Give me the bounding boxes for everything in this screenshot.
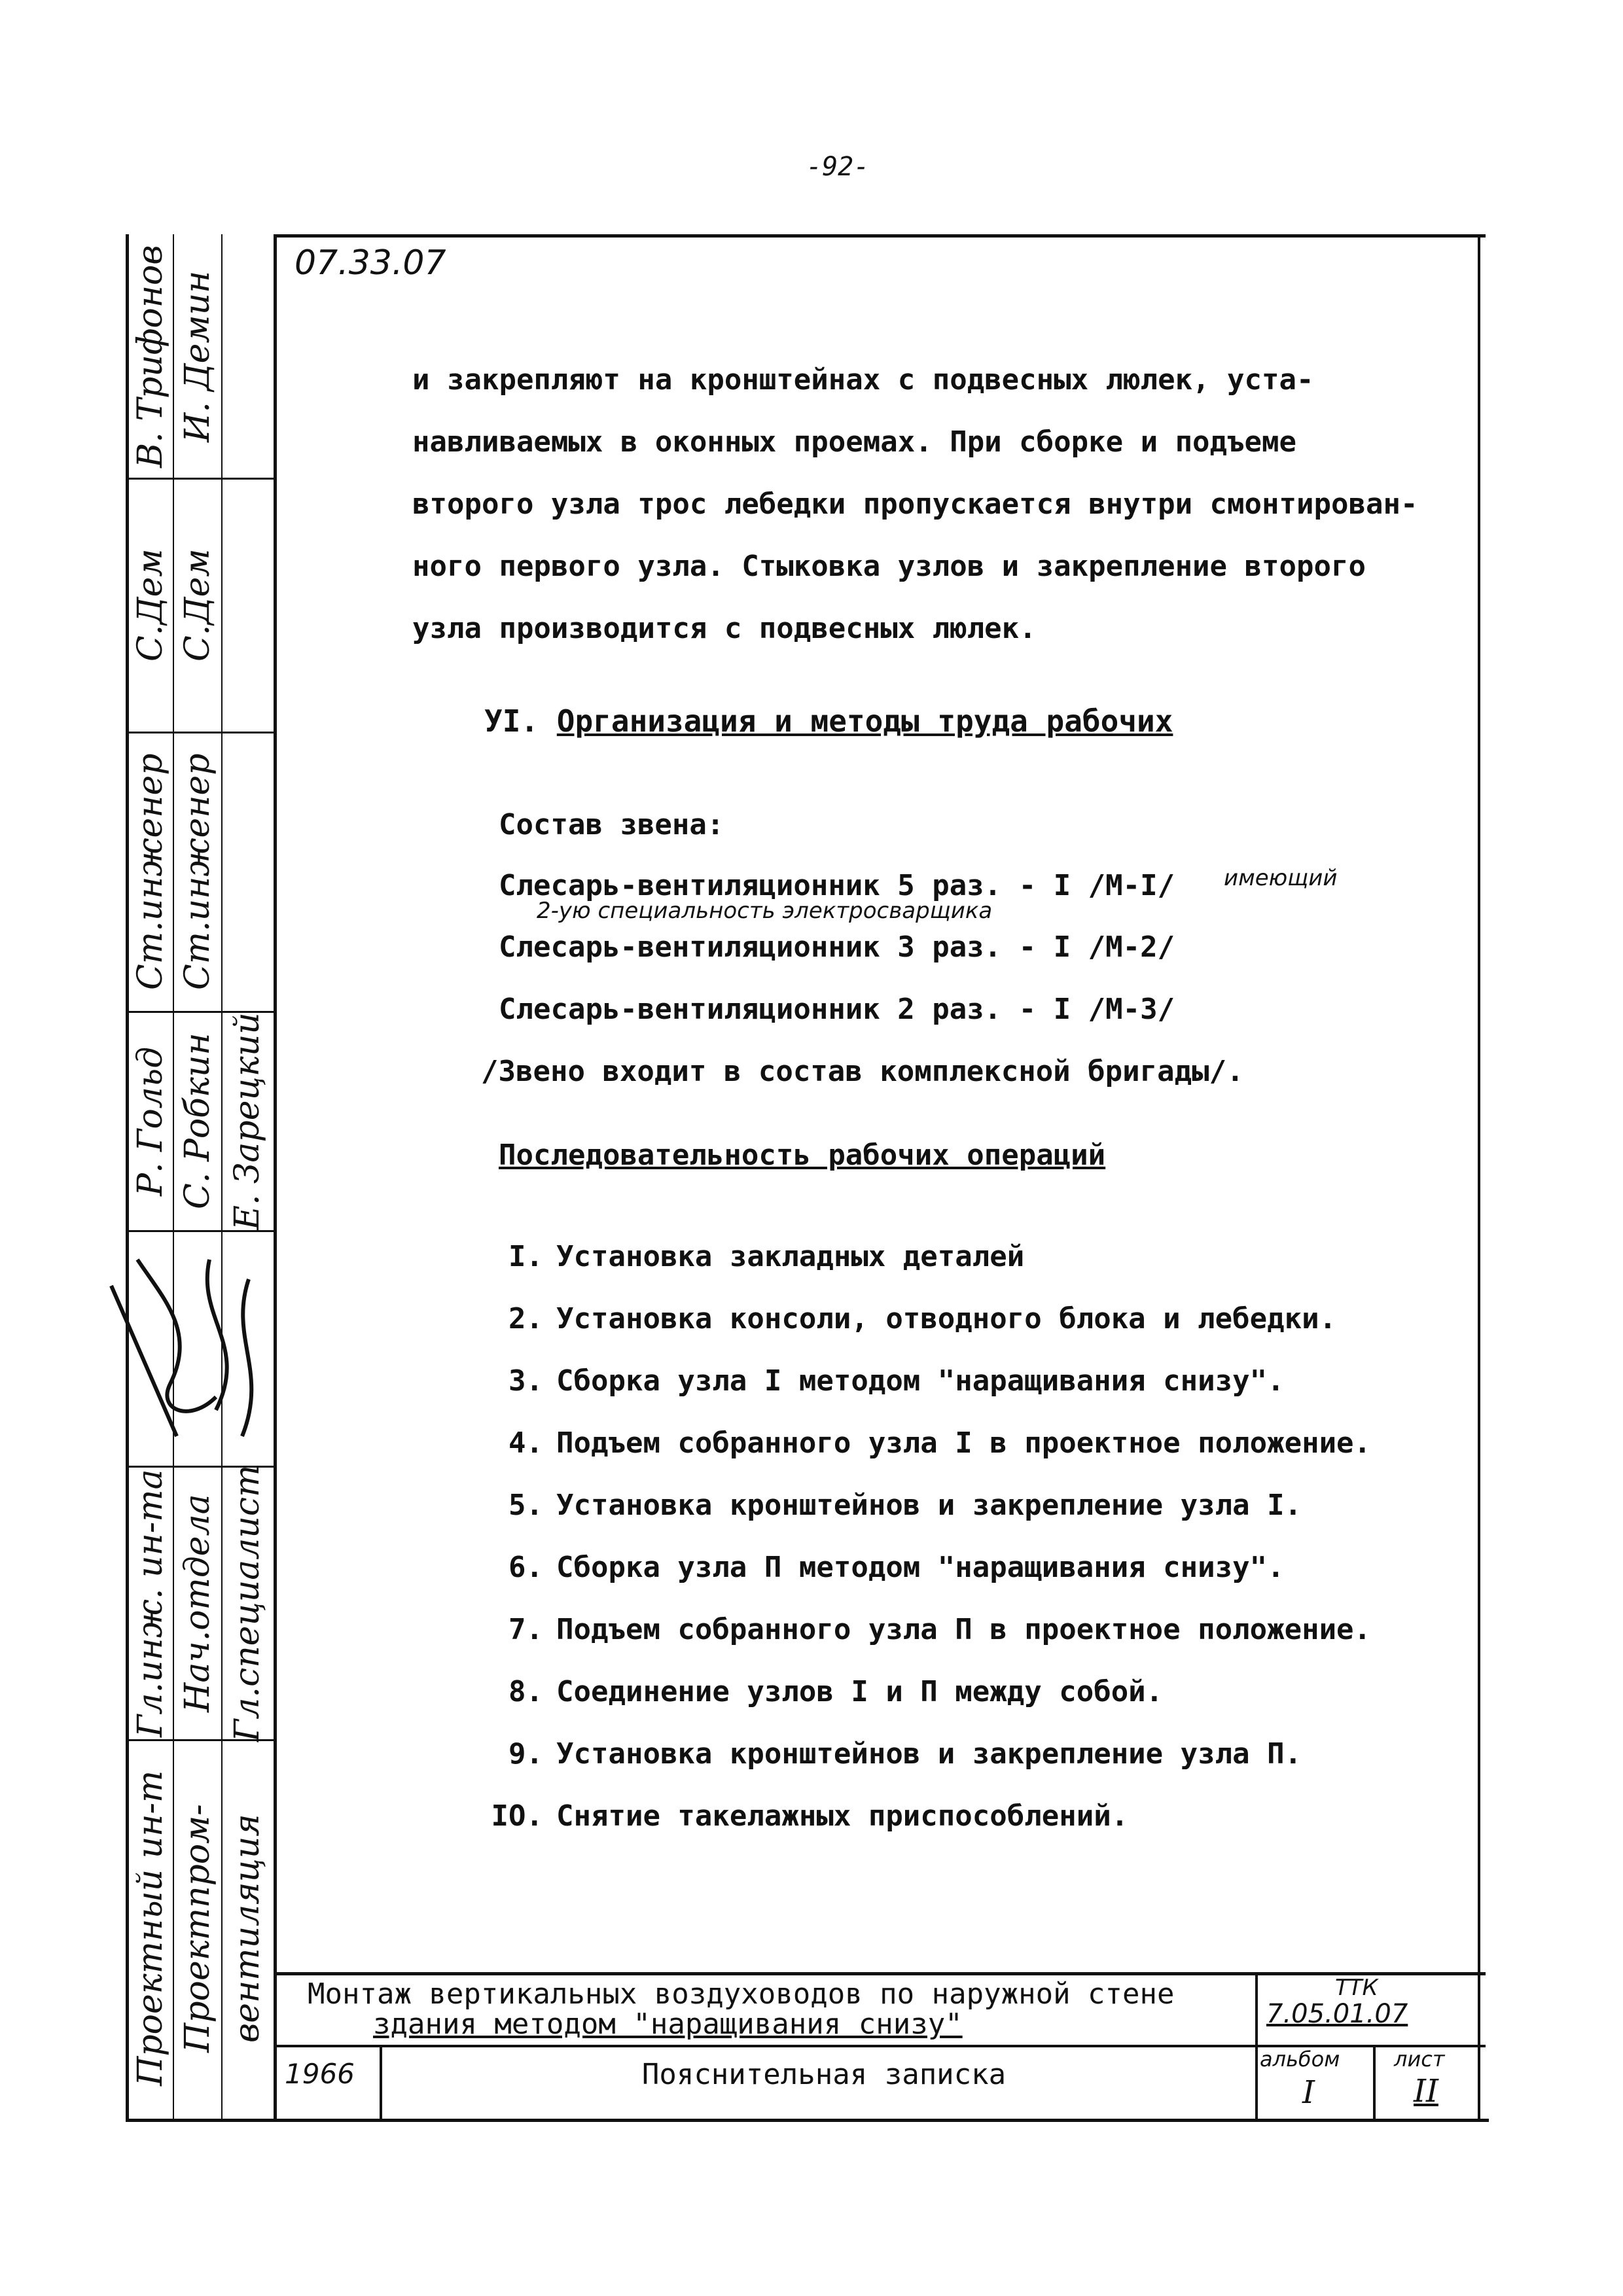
step-text: Сборка узла П методом "наращивания снизу". [556,1551,1285,1584]
operation-step [481,1364,1285,1398]
stamp-signature: С.Дем [178,548,217,662]
step-text: Установка кронштейнов и закрепление узла I. [556,1489,1302,1522]
operation-step [481,1737,1302,1771]
operation-step [481,1551,1285,1584]
step-text: Установка закладных деталей [556,1240,1025,1273]
step-number: 5. [508,1489,543,1522]
step-text: Установка консоли, отводного блока и лебедки. [556,1302,1337,1335]
stamp-role: Ст.инженер [178,753,217,991]
handwritten-note: имеющий [1224,865,1338,891]
step-number: 2. [508,1302,543,1335]
step-text: Установка кронштейнов и закрепление узла П. [556,1737,1302,1771]
paragraph-line: узла производится с подвесных люлек. [412,612,1037,645]
stamp-name: С. Робкин [178,1033,217,1210]
document-name: Пояснительная записка [641,2058,1007,2091]
section-heading [484,703,1173,739]
step-text: Сборка узла I методом "наращивания снизу". [556,1364,1285,1398]
step-number: 6. [508,1551,543,1584]
operation-step [481,1675,1163,1708]
stamp-signature: С.Дем [131,548,170,662]
year: 1966 [285,2058,355,2090]
title-line-1: Монтаж вертикальных воздуховодов по наружной стене [308,1977,1175,2011]
title-block-top-line [275,1972,1486,1975]
crew-member: Слесарь-вентиляционник 2 раз. - I /М-3/ [499,993,1175,1026]
sheet-label: лист [1394,2047,1445,2072]
section-number: УI. [484,703,539,739]
album-number: I [1302,2074,1315,2111]
title-block-divider [380,2045,382,2119]
step-text: Подъем собранного узла П в проектное положение. [556,1613,1372,1646]
paragraph-line: второго узла трос лебедки пропускается внутри смонтирован- [412,487,1418,521]
crew-heading: Состав звена: [499,808,724,841]
stamp-row-line [126,478,274,480]
signature-scribble [98,1240,275,1462]
step-number: 8. [508,1675,543,1708]
step-text: Подъем собранного узла I в проектное положение. [556,1426,1372,1460]
step-number: IO. [491,1799,543,1833]
title-block-title [308,1979,1175,2040]
step-text: Соединение узлов I и П между собой. [556,1675,1164,1708]
handwritten-note: 2-ую специальность электросварщика [537,898,993,924]
step-number: 9. [508,1737,543,1771]
stamp-name: Е. Зарецкий [228,1012,267,1230]
operation-step [481,1302,1336,1335]
operations-heading: Последовательность рабочих операций [499,1139,1106,1172]
stamp-role: Гл.инж. ин-та [131,1469,170,1737]
crew-member: Слесарь-вентиляционник 5 раз. - I /М-I/ [499,869,1175,902]
stamp-role: Нач.отдела [178,1494,217,1712]
step-number: I. [508,1240,543,1273]
frame-right-line [1478,234,1480,2119]
stamp-name: В. Трифонов [131,245,170,468]
stamp-role: Гл.специалист [228,1464,267,1742]
album-label: альбом [1260,2047,1340,2072]
stamp-row-line [126,732,274,733]
stamp-name: Р. Гольд [131,1046,170,1196]
stamp-org: Проектный ин-т [131,1770,170,2087]
sheet-number: II [1414,2073,1438,2110]
stamp-org: вентиляция [228,1814,267,2043]
operation-step [481,1799,1128,1833]
step-text: Снятие такелажных приспособлений. [556,1799,1129,1833]
operation-step [481,1426,1371,1460]
crew-note: /Звено входит в состав комплексной бригады/. [481,1055,1244,1088]
page-number: -92- [806,152,870,182]
document-code-bottom: 7.05.01.07 [1266,1999,1408,2029]
title-block-divider [1373,2045,1376,2119]
paragraph-line: и закрепляют на кронштейнах с подвесных люлек, уста- [412,363,1314,397]
operation-step [481,1489,1302,1522]
section-title: Организация и методы труда рабочих [556,703,1173,739]
step-number: 3. [508,1364,543,1398]
document-code: 07.33.07 [294,243,446,283]
title-block-divider [1255,1972,1258,2119]
step-number: 4. [508,1426,543,1460]
stamp-column-separator [274,234,277,2119]
stamp-org: Проектпром- [178,1804,217,2053]
stamp-name: И. Демин [178,270,217,443]
paragraph-line: ного первого узла. Стыковка узлов и закрепление второго [412,550,1366,583]
paragraph-line: навливаемых в оконных проемах. При сборке и подъеме [412,425,1297,459]
operation-step [481,1240,1024,1273]
frame-top-line [275,234,1486,238]
title-line-2: здания методом "наращивания снизу" [373,2007,963,2041]
stamp-role: Ст.инженер [131,753,170,991]
step-number: 7. [508,1613,543,1646]
operation-step [481,1613,1371,1646]
stamp-row-line [126,1230,274,1232]
crew-member: Слесарь-вентиляционник 3 раз. - I /М-2/ [499,930,1175,964]
code-label: ТТК [1335,1975,1378,2001]
